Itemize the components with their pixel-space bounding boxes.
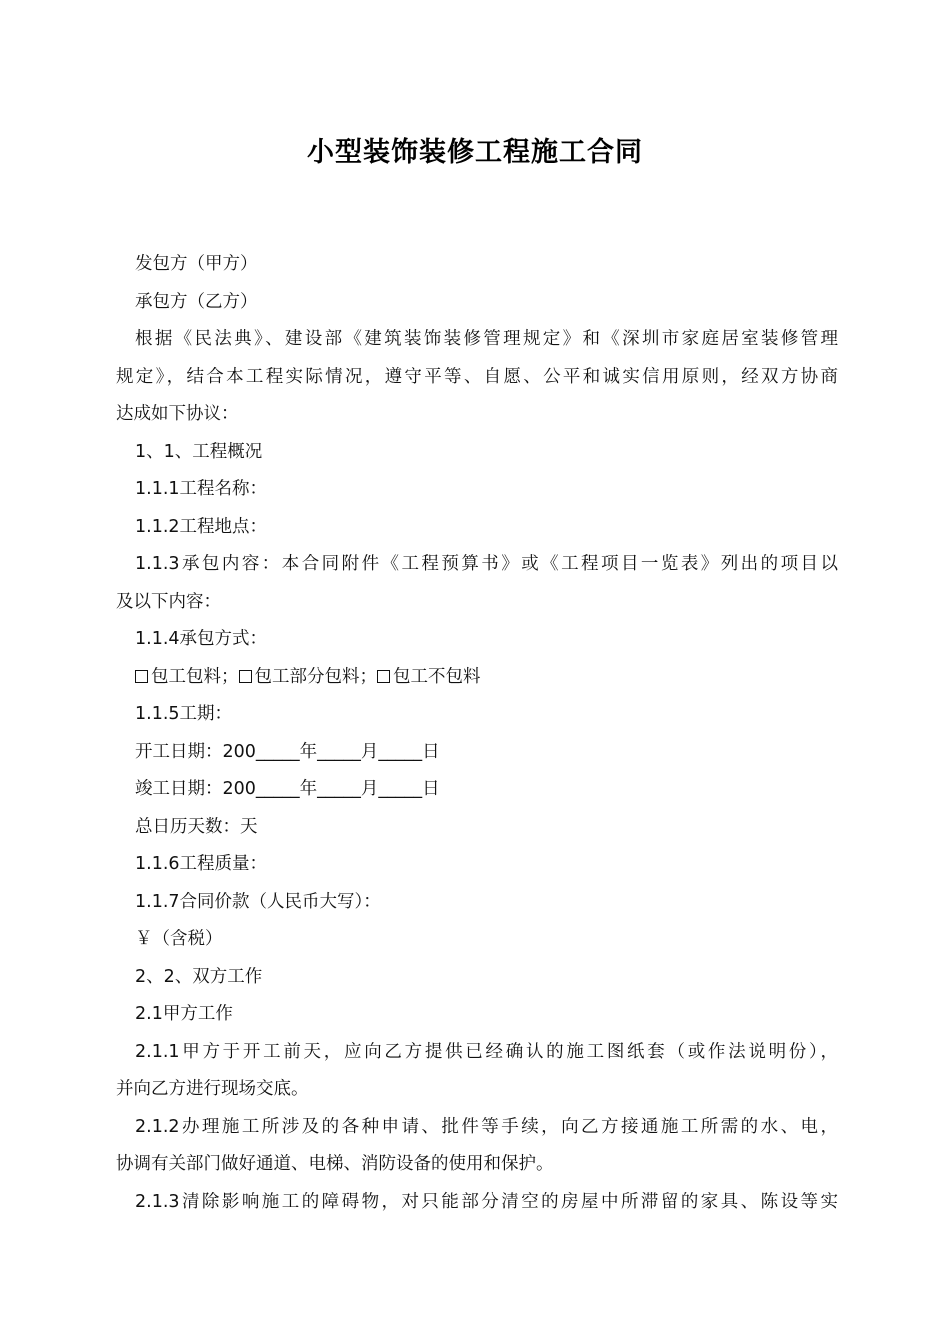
contract-mode-options	[116, 659, 838, 697]
preamble-line-2: 规定》，结合本工程实际情况，遵守平等、自愿、公平和诚实信用原则，经双方协商	[116, 366, 838, 387]
option-labor-only: 包工不包料	[393, 666, 481, 687]
clause-2-1: 2.1甲方工作	[135, 1004, 233, 1024]
clause-2-1-2-line-1: 2.1.2办理施工所涉及的各种申请、批件等手续，向乙方接通施工所需的水、电，	[135, 1116, 838, 1137]
completion-date-line: 竣工日期：200_____年_____月_____日	[135, 779, 440, 799]
clause-1-1-5: 1.1.5工期：	[135, 704, 233, 724]
party-a-line: 发包方（甲方）	[135, 254, 258, 274]
preamble-line-1: 根据《民法典》、建设部《建筑装饰装修管理规定》和《深圳市家庭居室装修管理	[135, 329, 838, 349]
clause-1-1-7: 1.1.7合同价款（人民币大写）：	[135, 891, 381, 912]
contract-body	[116, 246, 838, 1221]
document-title: 小型装饰装修工程施工合同	[307, 137, 643, 168]
start-date-line: 开工日期：200_____年_____月_____日	[135, 741, 440, 762]
clause-2-1-1-line-2: 并向乙方进行现场交底。	[116, 1079, 309, 1099]
section-1-heading: 1、1、工程概况	[135, 441, 263, 462]
clause-2-1-3-line-1: 2.1.3清除影响施工的障碍物，对只能部分清空的房屋中所滞留的家具、陈设等实	[135, 1191, 838, 1212]
clause-1-1-3-line-1: 1.1.3承包内容：本合同附件《工程预算书》或《工程项目一览表》列出的项目以	[135, 554, 838, 574]
total-days-line: 总日历天数：天	[135, 816, 258, 837]
preamble-line-3: 达成如下协议：	[116, 404, 239, 424]
clause-1-1-2: 1.1.2工程地点：	[135, 516, 268, 537]
clause-1-1-4: 1.1.4承包方式：	[135, 629, 268, 649]
checkbox-icon[interactable]	[135, 670, 148, 683]
clause-1-1-1: 1.1.1工程名称：	[135, 479, 268, 499]
clause-2-1-2-line-2: 协调有关部门做好通道、电梯、消防设备的使用和保护。	[116, 1154, 554, 1174]
checkbox-icon[interactable]	[239, 670, 252, 683]
option-labor-partial-materials: 包工部分包料；	[254, 666, 377, 687]
checkbox-icon[interactable]	[377, 670, 390, 683]
party-b-line: 承包方（乙方）	[135, 291, 258, 312]
price-with-tax-line: ￥（含税）	[135, 929, 223, 949]
clause-1-1-3-line-2: 及以下内容：	[116, 591, 221, 612]
clause-1-1-6: 1.1.6工程质量：	[135, 854, 268, 874]
option-labor-and-materials: 包工包料；	[151, 666, 239, 687]
section-2-heading: 2、2、双方工作	[135, 966, 263, 987]
clause-2-1-1-line-1: 2.1.1甲方于开工前天，应向乙方提供已经确认的施工图纸套（或作法说明份），	[135, 1041, 838, 1062]
